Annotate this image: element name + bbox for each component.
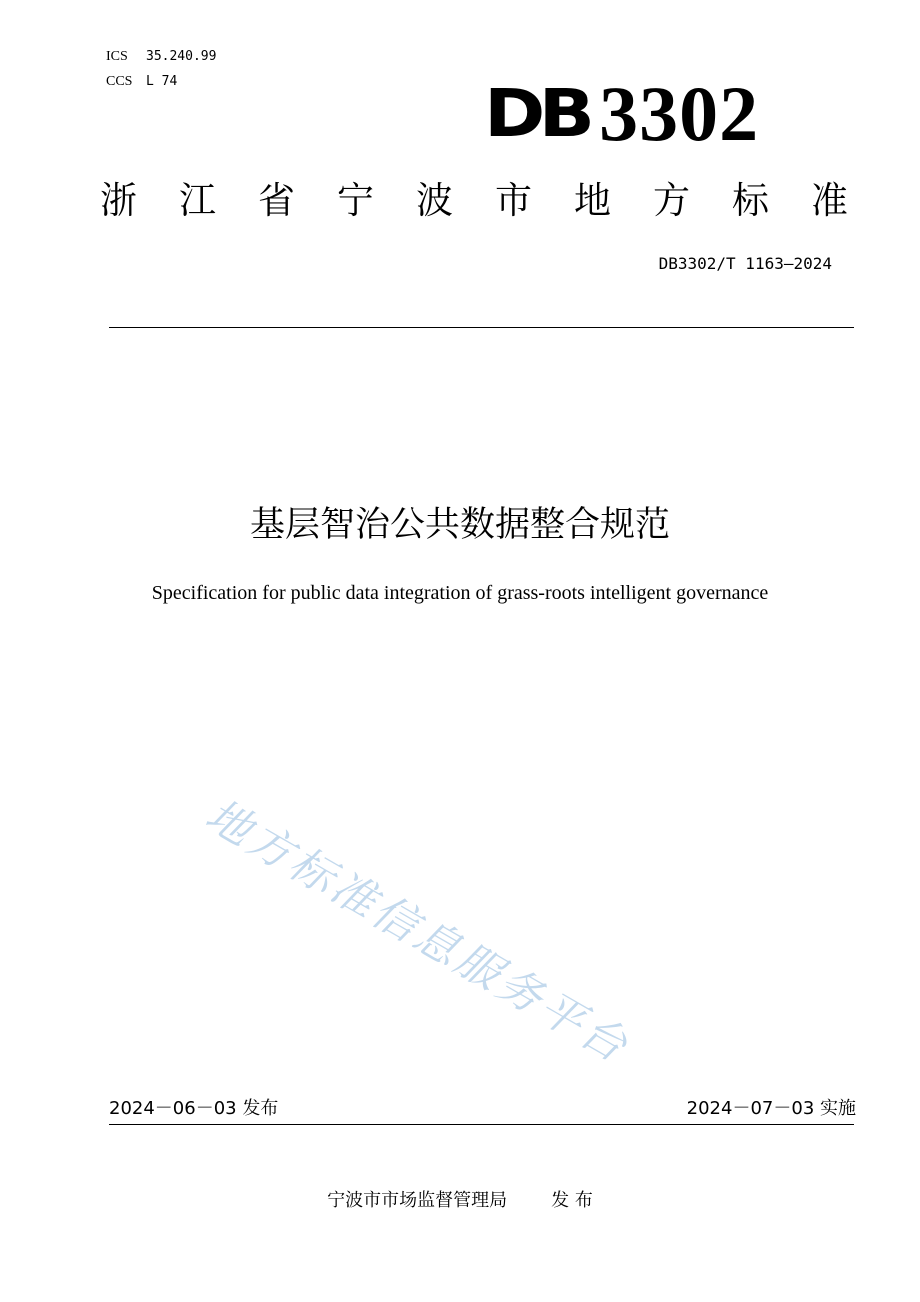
standard-type-heading	[100, 176, 848, 226]
standard-type-char: 标	[732, 179, 769, 222]
implementation-date: 2024－07－03 实施	[686, 1098, 856, 1119]
standard-mark	[484, 70, 760, 157]
watermark-text: 地方标准信息服务平台	[197, 789, 639, 1074]
ccs-value: L 74	[146, 74, 178, 89]
standard-type-char: 省	[258, 179, 295, 222]
ics-label: ICS	[106, 49, 128, 64]
issuer-name: 宁波市市场监督管理局	[327, 1190, 508, 1211]
standard-mark-number: 3302	[599, 70, 760, 157]
document-title-cn: 基层智治公共数据整合规范	[249, 505, 670, 545]
standard-type-char: 方	[653, 179, 690, 222]
standard-type-char: 市	[495, 179, 532, 222]
standard-type-char: 波	[416, 179, 453, 222]
ccs-label: CCS	[106, 74, 133, 89]
standard-mark-prefix: DB	[484, 75, 589, 152]
standard-type-char: 地	[574, 179, 611, 222]
standard-type-char: 宁	[337, 179, 374, 222]
ccs-code-row	[106, 69, 216, 94]
issuer-line	[0, 1188, 920, 1214]
standard-number: DB3302/T 1163—2024	[658, 254, 832, 273]
classification-codes	[106, 44, 216, 94]
document-title-en: Specification for public data integration of grass-roots intelligent governance	[151, 582, 769, 604]
standard-type-char: 江	[179, 179, 216, 222]
top-divider	[109, 327, 854, 328]
issuer-action: 发 布	[551, 1190, 593, 1211]
bottom-divider	[109, 1124, 854, 1125]
ics-value: 35.240.99	[146, 49, 217, 64]
standard-type-char: 准	[811, 179, 848, 222]
ics-code-row	[106, 44, 216, 69]
release-date: 2024－06－03 发布	[109, 1098, 279, 1119]
standard-type-char: 浙	[100, 179, 137, 222]
